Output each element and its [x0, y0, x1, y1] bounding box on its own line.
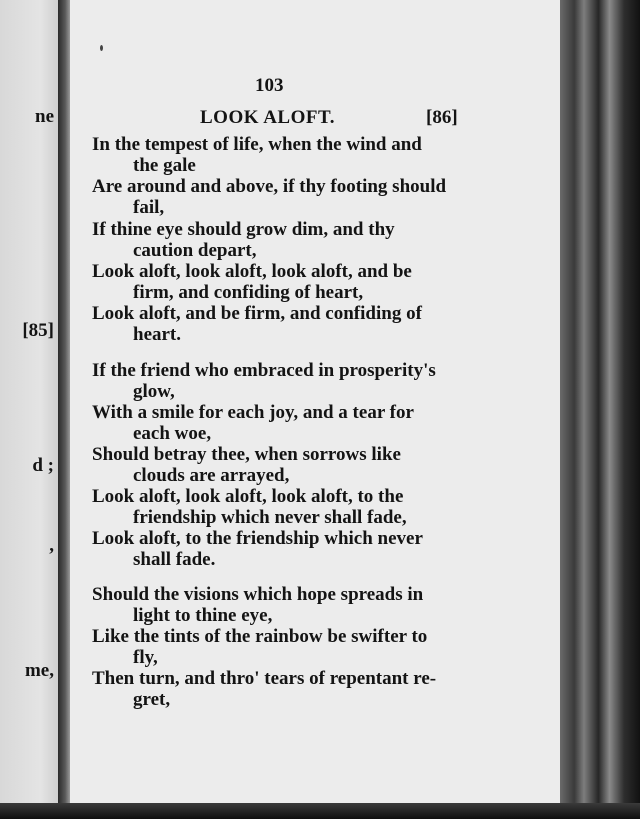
poem-line: heart.: [133, 324, 182, 345]
poem-line: firm, and confiding of heart,: [133, 282, 364, 303]
book-bottom-edge: [0, 803, 640, 819]
page-number: 103: [255, 75, 284, 96]
poem-line: Look aloft, look aloft, look aloft, to the: [92, 486, 404, 507]
left-page-fragment: d ;: [32, 455, 54, 476]
poem-line: clouds are arrayed,: [133, 465, 290, 486]
left-page-fragment: ,: [49, 535, 54, 556]
left-page-fragment: [85]: [22, 320, 54, 341]
poem-line: fail,: [133, 197, 165, 218]
poem-line: In the tempest of life, when the wind and: [92, 134, 422, 155]
poem-line: the gale: [133, 155, 196, 176]
poem-line: Then turn, and thro' tears of repentant re-: [92, 668, 437, 689]
poem-line: Should the visions which hope spreads in: [92, 584, 424, 605]
poem-line: friendship which never shall fade,: [133, 507, 407, 528]
book-gutter: [58, 0, 70, 819]
left-page-edge: [0, 0, 58, 819]
poem-line: caution depart,: [133, 240, 257, 261]
poem-line: fly,: [133, 647, 158, 668]
poem-title: LOOK ALOFT.: [200, 107, 336, 128]
page-stack-edge: [560, 0, 640, 819]
poem-line: If the friend who embraced in prosperity's: [92, 360, 436, 381]
poem-line: If thine eye should grow dim, and thy: [92, 219, 395, 240]
poem-line: glow,: [133, 381, 175, 402]
poem-line: Look aloft, and be firm, and confiding of: [92, 303, 422, 324]
poem-line: each woe,: [133, 423, 212, 444]
poem-line: Should betray thee, when sorrows like: [92, 444, 401, 465]
ink-speck: [100, 45, 103, 51]
left-page-fragment: me,: [24, 660, 54, 681]
poem-line: shall fade.: [133, 549, 216, 570]
left-page-fragment: ne: [35, 106, 54, 127]
poem-line: light to thine eye,: [133, 605, 273, 626]
poem-line: gret,: [133, 689, 171, 710]
poem-line: Are around and above, if thy footing should: [92, 176, 447, 197]
poem-line: Look aloft, to the friendship which never: [92, 528, 423, 549]
poem-line: Like the tints of the rainbow be swifter to: [92, 626, 428, 647]
poem-line: Look aloft, look aloft, look aloft, and be: [92, 261, 412, 282]
poem-number: [86]: [426, 107, 458, 128]
poem-line: With a smile for each joy, and a tear for: [92, 402, 414, 423]
